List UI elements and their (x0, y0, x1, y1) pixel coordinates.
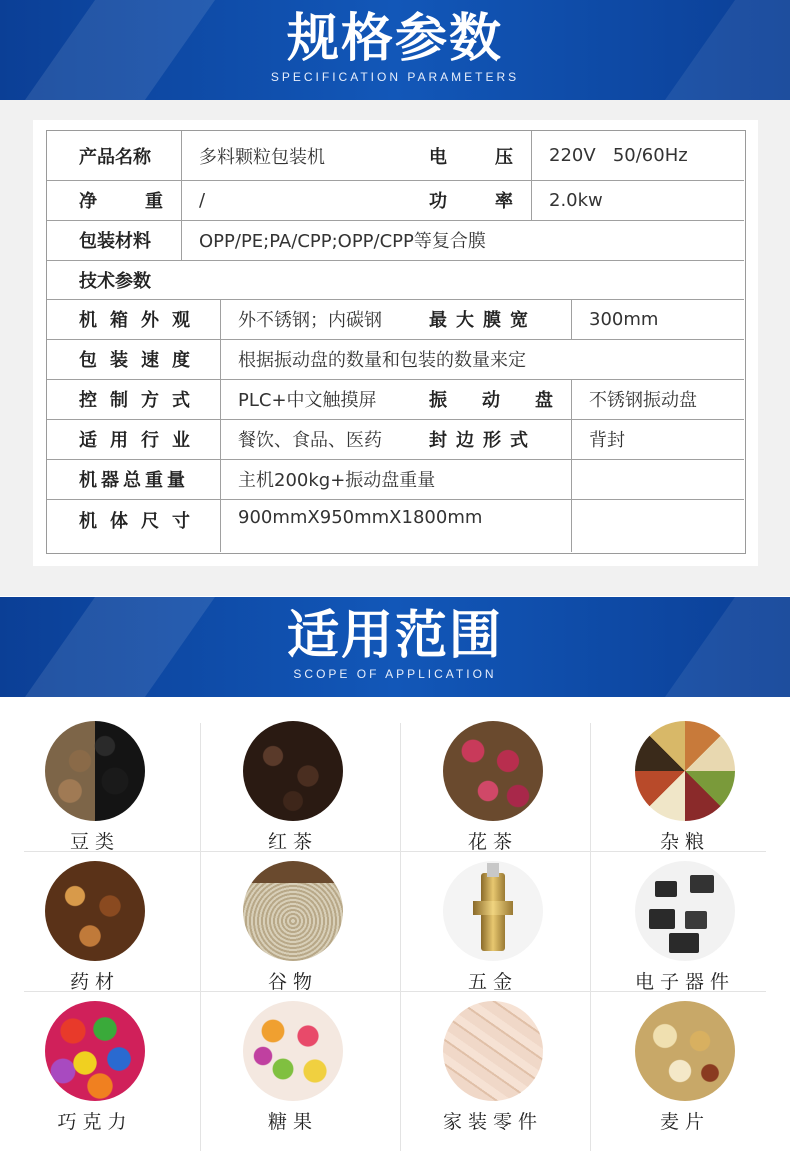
industry-label: 适用行业 (79, 430, 203, 451)
table-row (47, 220, 744, 261)
herbs-photo (45, 861, 145, 961)
net-weight-value: / (199, 189, 206, 211)
chocolate-photo (45, 1001, 145, 1101)
vibration-label-char: 盘 (535, 390, 553, 411)
app-item-label: 电子器件 (634, 971, 735, 993)
table-row (47, 339, 744, 380)
vibration-label-char: 动 (482, 390, 500, 411)
size-value: 900mmX950mmX1800mm (238, 507, 483, 528)
table-row (47, 260, 744, 300)
net-weight-label-char: 重 (145, 191, 163, 212)
app-item-label: 糖果 (267, 1111, 318, 1133)
vibration-label (429, 379, 553, 419)
product-name-value: 多料颗粒包装机 (199, 146, 325, 168)
table-row (47, 131, 744, 181)
app-title: 适用范围 (286, 606, 503, 666)
spec-banner (0, 0, 790, 100)
black-tea-photo (243, 721, 343, 821)
app-item-cereal (198, 861, 388, 1001)
table-row (47, 499, 744, 552)
size-label: 机体尺寸 (79, 511, 203, 532)
film-width-label: 最大膜宽 (429, 310, 537, 331)
app-banner (0, 597, 790, 697)
spec-title: 规格参数 (286, 9, 503, 69)
app-item-hardware (398, 861, 588, 1001)
app-item-label: 花茶 (467, 831, 518, 853)
control-label: 控制方式 (79, 390, 203, 411)
table-row (47, 180, 744, 221)
product-name-label: 产品名称 (79, 146, 151, 168)
application-grid (0, 697, 790, 1159)
spec-table (46, 130, 746, 554)
furniture-parts-photo (443, 1001, 543, 1101)
spec-card (33, 120, 758, 566)
net-weight-label (79, 180, 163, 220)
app-item-label: 豆类 (69, 831, 120, 853)
voltage-label-char: 压 (495, 146, 513, 168)
voltage-label-char: 电 (429, 146, 447, 168)
app-item-flower-tea (398, 721, 588, 861)
hardware-photo (443, 861, 543, 961)
total-weight-label: 机器总重量 (79, 470, 189, 491)
seal-value: 背封 (589, 430, 625, 451)
table-row (47, 419, 744, 460)
app-item-label: 五金 (467, 971, 518, 993)
app-subtitle: SCOPE OF APPLICATION (293, 667, 497, 681)
control-value: PLC+中文触摸屏 (238, 390, 377, 411)
spec-section (0, 100, 790, 596)
app-item-electronics (590, 861, 780, 1001)
industry-value: 餐饮、食品、医药 (238, 430, 382, 451)
app-item-beans (0, 721, 190, 861)
electronics-photo (635, 861, 735, 961)
table-row (47, 459, 744, 500)
vibration-value: 不锈钢振动盘 (589, 390, 697, 411)
app-item-label: 杂粮 (659, 831, 710, 853)
case-value: 外不锈钢；内碳钢 (238, 310, 382, 331)
material-value: OPP/PE;PA/CPP;OPP/CPP等复合膜 (199, 231, 486, 252)
app-item-herbs (0, 861, 190, 1001)
net-weight-label-char: 净 (79, 191, 97, 212)
app-item-label: 麦片 (659, 1111, 710, 1133)
app-item-oatmeal (590, 1001, 780, 1141)
candy-photo (243, 1001, 343, 1101)
power-value: 2.0kw (549, 189, 603, 211)
table-row (47, 379, 744, 420)
material-label: 包装材料 (79, 231, 151, 252)
app-item-label: 巧克力 (57, 1111, 133, 1133)
table-row (47, 299, 744, 340)
tech-params-label: 技术参数 (79, 270, 151, 292)
flower-tea-photo (443, 721, 543, 821)
app-item-chocolate (0, 1001, 190, 1141)
app-item-black-tea (198, 721, 388, 861)
voltage-label (429, 131, 513, 180)
case-label: 机箱外观 (79, 310, 203, 331)
app-item-label: 红茶 (267, 831, 318, 853)
spec-subtitle: SPECIFICATION PARAMETERS (270, 70, 520, 84)
total-weight-value: 主机200kg+振动盘重量 (238, 470, 436, 491)
oatmeal-photo (635, 1001, 735, 1101)
seal-label: 封边形式 (429, 430, 537, 451)
app-item-grains (590, 721, 780, 861)
app-item-label: 谷物 (267, 971, 318, 993)
film-width-value: 300mm (589, 308, 659, 330)
power-label-char: 功 (429, 191, 447, 212)
grains-photo (635, 721, 735, 821)
vibration-label-char: 振 (429, 390, 447, 411)
speed-value: 根据振动盘的数量和包装的数量来定 (238, 350, 526, 371)
speed-label: 包装速度 (79, 350, 203, 371)
app-item-label: 药材 (69, 971, 120, 993)
app-item-candy (198, 1001, 388, 1141)
beans-photo (45, 721, 145, 821)
cereal-photo (243, 861, 343, 961)
app-item-label: 家装零件 (442, 1111, 543, 1133)
power-label-char: 率 (495, 191, 513, 212)
power-label (429, 180, 513, 220)
voltage-value: 220V 50/60Hz (549, 145, 688, 166)
app-item-furniture-parts (398, 1001, 588, 1141)
